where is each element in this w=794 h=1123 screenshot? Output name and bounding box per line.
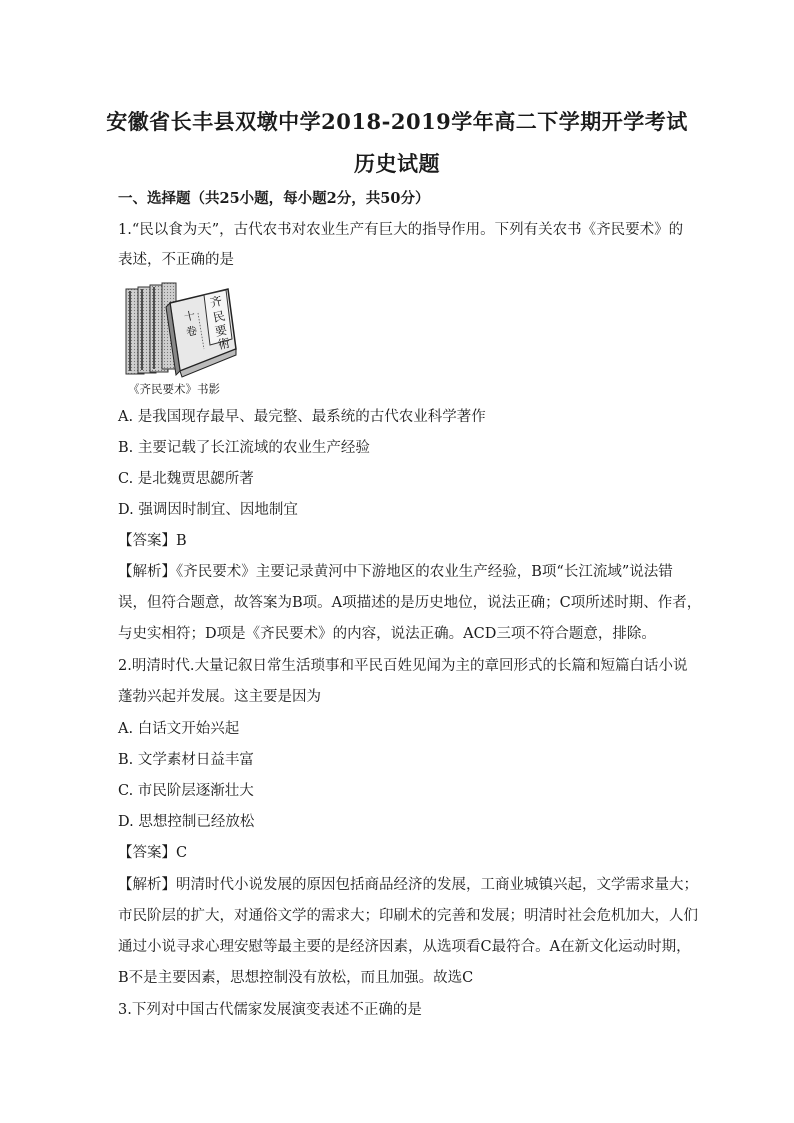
q1-analysis-line2: 误，但符合题意，故答案为B项。A项描述的是历史地位，说法正确；C项所述时期、作者， <box>118 595 702 611</box>
q2-option-b: B. 文学素材日益丰富 <box>118 752 254 768</box>
svg-text:術: 術 <box>216 335 232 352</box>
section-heading: 一、选择题（共25小题，每小题2分，共50分） <box>118 190 430 207</box>
q2-answer: 【答案】C <box>118 845 188 861</box>
figure-caption: 《齐民要术》书影 <box>128 382 220 396</box>
q1-option-c: C. 是北魏贾思勰所著 <box>118 471 254 487</box>
q2-stem-line2: 蓬勃兴起并发展。这主要是因为 <box>118 689 321 705</box>
svg-text:要: 要 <box>213 322 229 339</box>
doc-title-line1: 安徽省长丰县双墩中学2018-2019学年高二下学期开学考试 <box>106 109 688 134</box>
q2-analysis-line2: 市民阶层的扩大，对通俗文学的需求大；印刷术的完善和发展；明清时社会危机加大，人们 <box>118 908 698 924</box>
q1-option-a: A. 是我国现存最早、最完整、最系统的古代农业科学著作 <box>118 409 486 425</box>
q2-analysis-line4: B不是主要因素，思想控制没有放松，而且加强。故选C <box>118 970 474 986</box>
q2-analysis-line3: 通过小说寻求心理安慰等最主要的是经济因素，从选项看C最符合。A在新文化运动时期， <box>118 939 691 955</box>
q1-option-d: D. 强调因时制宜、因地制宜 <box>118 502 298 518</box>
svg-text:齐: 齐 <box>208 293 224 310</box>
svg-text:民: 民 <box>211 308 227 325</box>
q3-stem-line1: 3.下列对中国古代儒家发展演变表述不正确的是 <box>118 1002 422 1018</box>
q2-option-a: A. 白话文开始兴起 <box>118 721 240 737</box>
svg-text:卷: 卷 <box>184 323 199 339</box>
q1-option-b: B. 主要记载了长江流域的农业生产经验 <box>118 440 370 456</box>
q1-analysis-line1: 【解析】《齐民要术》主要记录黄河中下游地区的农业生产经验，B项“长江流域”说法错 <box>118 564 673 580</box>
q2-analysis-line1: 【解析】明清时代小说发展的原因包括商品经济的发展，工商业城镇兴起，文学需求量大； <box>118 877 698 893</box>
q1-analysis-line3: 与史实相符；D项是《齐民要术》的内容，说法正确。ACD三项不符合题意，排除。 <box>118 626 656 642</box>
q1-stem-line1: 1.“民以食为天”，古代农书对农业生产有巨大的指导作用。下列有关农书《齐民要术》的 <box>118 222 684 238</box>
q1-answer: 【答案】B <box>118 533 187 549</box>
book-cover-illustration <box>118 279 238 394</box>
q2-stem-line1: 2.明清时代.大量记叙日常生活琐事和平民百姓见闻为主的章回形式的长篇和短篇白话小说 <box>118 658 688 674</box>
q2-option-c: C. 市民阶层逐渐壮大 <box>118 783 254 799</box>
q1-stem-line2: 表述，不正确的是 <box>118 252 234 268</box>
doc-title-line2: 历史试题 <box>354 151 440 176</box>
q2-option-d: D. 思想控制已经放松 <box>118 814 255 830</box>
svg-text:十: 十 <box>182 308 197 324</box>
